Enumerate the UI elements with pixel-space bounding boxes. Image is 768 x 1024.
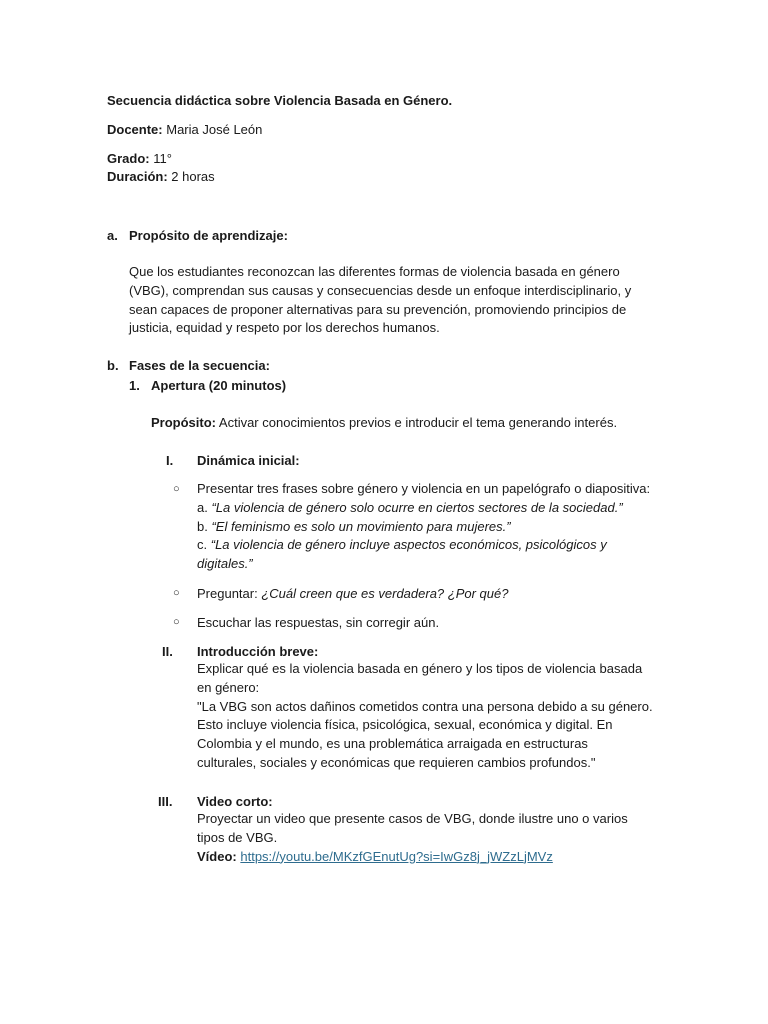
section-b-marker: b. [107,358,119,373]
document-title: Secuencia didáctica sobre Violencia Basada en Género. [107,93,453,108]
docente-label: Docente: [107,122,163,137]
bullet-icon: ○ [173,483,180,495]
paragraph-line: culturales, sociales y económicas que requieren cambios profundos." [197,754,596,770]
introduccion-heading: Introducción breve: [197,644,319,659]
dinamica-heading: Dinámica inicial: [197,453,300,468]
bullet-icon: ○ [173,616,180,628]
introduccion-marker: II. [162,644,173,659]
duracion-row [107,167,215,186]
video-link-label: Vídeo: [197,848,237,864]
video-link-row [197,848,628,867]
paragraph-line: (VBG), comprendan sus causas y consecuencias desde un enfoque interdisciplinario, y [129,282,632,298]
paragraph-line: justicia, equidad y respeto por los derechos humanos. [129,320,440,336]
introduccion-paragraph [197,660,653,773]
phrase-c-continued: digitales.” [197,556,253,572]
grado-row [107,149,172,168]
duracion-value: 2 horas [171,169,215,184]
dinamica-item-2 [197,584,508,603]
paragraph-line: sean capaces de proponer alternativas para su prevención, promoviendo principios de [129,301,627,317]
paragraph-line: Explicar qué es la violencia basada en género y los tipos de violencia basada [197,661,643,676]
paragraph-line: Colombia y el mundo, es una problemática arraigada en estructuras [197,736,588,752]
phrase-b: b. “El feminismo es solo un movimiento para mujeres.” [197,518,511,534]
video-paragraph [197,810,628,866]
paragraph-line: tipos de VBG. [197,829,278,845]
phrase-c: c. “La violencia de género incluye aspectos económicos, psicológicos y [197,537,607,553]
section-b-heading: Fases de la secuencia: [129,358,270,373]
section-a-marker: a. [107,228,118,243]
section-a-paragraph [129,263,631,338]
paragraph-line: en género: [197,679,260,695]
paragraph-line: "La VBG son actos dañinos cometidos contra una persona debido a su género. [197,698,653,714]
video-heading: Video corto: [197,794,273,809]
grado-label: Grado: [107,151,150,166]
purpose-row [151,413,617,432]
video-marker: III. [158,794,173,809]
paragraph-line: Proyectar un video que presente casos de VBG, donde ilustre uno o varios [197,811,628,826]
video-link[interactable]: https://youtu.be/MKzfGEnutUg?si=IwGz8j_jWZzLjMVz [240,848,553,864]
paragraph-line: Que los estudiantes reconozcan las diferentes formas de violencia basada en género [129,264,620,279]
phrase-a: a. “La violencia de género solo ocurre en ciertos sectores de la sociedad.” [197,499,623,515]
grado-value: 11° [153,151,172,166]
docente-row [107,120,262,139]
phase-1-marker: 1. [129,378,140,393]
ask-question: ¿Cuál creen que es verdadera? ¿Por qué? [261,586,509,601]
ask-prefix: Preguntar: [197,586,262,601]
dinamica-item-1 [197,480,650,574]
paragraph-line: Esto incluye violencia física, psicológica, sexual, económica y digital. En [197,717,613,733]
dinamica-marker: I. [166,453,174,468]
purpose-label: Propósito: [151,415,216,430]
purpose-text: Activar conocimientos previos e introducir el tema generando interés. [218,415,618,430]
section-a-heading: Propósito de aprendizaje: [129,228,288,243]
item-intro: Presentar tres frases sobre género y violencia en un papelógrafo o diapositiva: [197,481,651,496]
phase-1-title: Apertura (20 minutos) [151,378,287,393]
duracion-label: Duración: [107,169,168,184]
docente-value: Maria José León [166,122,263,137]
dinamica-item-3: Escuchar las respuestas, sin corregir aún. [197,615,440,630]
bullet-icon: ○ [173,587,180,599]
